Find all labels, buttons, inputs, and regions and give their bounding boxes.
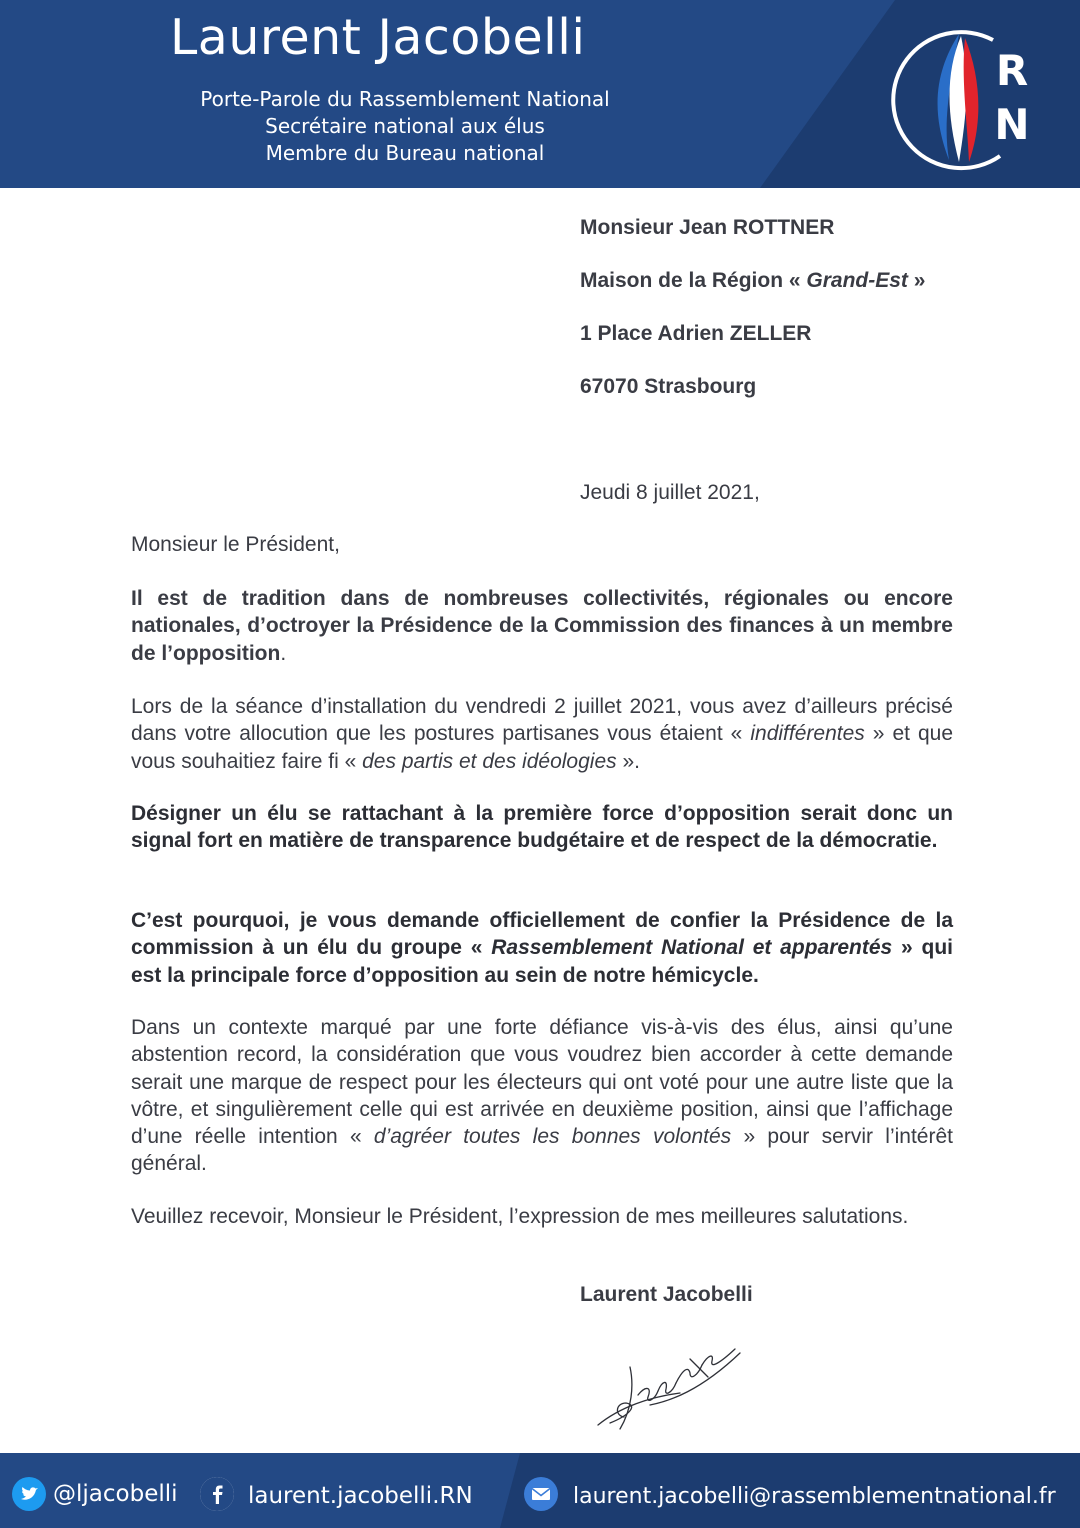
quote-mark: « <box>344 749 363 773</box>
italic-quote: Rassemblement National et apparentés <box>491 936 893 960</box>
recipient-address-line <box>580 269 1000 293</box>
paragraph-text: C’est pourquoi, je vous demande officiellement de confier la Présidence de la commission à un élu du groupe « <box>131 909 953 960</box>
author-name-heading: Laurent Jacobelli <box>170 9 586 66</box>
paragraph-text: Lors de la séance d’installation du vendredi 2 juillet 2021, vous avez d’ailleurs précisé dans votre allocution que les postures partisanes vous étaient <box>131 695 953 746</box>
logo-letter-r: R <box>995 46 1029 95</box>
salutation: Monsieur le Président, <box>131 533 340 556</box>
mail-icon[interactable] <box>524 1477 558 1511</box>
twitter-handle-link[interactable]: @ljacobelli <box>53 1481 178 1507</box>
body-paragraph <box>131 585 953 667</box>
italic-quote: indifférentes <box>750 722 865 746</box>
author-role-line: Membre du Bureau national <box>265 141 545 165</box>
paragraph-text: . <box>280 641 287 665</box>
quote-mark: « <box>730 722 751 746</box>
author-roles <box>160 86 650 167</box>
recipient-name: Monsieur Jean ROTTNER <box>580 216 835 239</box>
quote-mark: » <box>864 722 885 746</box>
address-italic: Grand-Est <box>806 269 908 292</box>
facebook-icon[interactable] <box>200 1477 234 1511</box>
italic-quote: d’agréer toutes les bonnes volontés <box>373 1125 732 1149</box>
letter-footer <box>0 1453 1080 1528</box>
email-link[interactable]: laurent.jacobelli@rassemblementnational.fr <box>573 1484 1056 1509</box>
quote-mark: ». <box>616 749 640 773</box>
body-paragraph <box>131 907 953 989</box>
closing-paragraph: Veuillez recevoir, Monsieur le Président, l’expression de mes meilleures salutations. <box>131 1205 909 1228</box>
facebook-page-link[interactable]: laurent.jacobelli.RN <box>248 1483 473 1509</box>
handwritten-signature <box>590 1345 745 1435</box>
signatory-name: Laurent Jacobelli <box>580 1283 753 1306</box>
paragraph-text: » qui est la principale force d’opposition au sein de notre hémicycle. <box>131 936 953 987</box>
logo-letter-n: N <box>994 100 1030 149</box>
paragraph-text: Dans un contexte marqué par une forte défiance vis-à-vis des élus, ainsi qu’une abstention record, la considération que vous voudrez bien accorder à cette demande serait une marque de respect pour les électeurs qui ont voté pour une autre liste que la vôtre, et singulièrement celle qui est arrivée en deuxième position, ainsi que l’affichage d’une réelle intention « <box>131 1016 953 1149</box>
letterhead-banner <box>0 0 1080 188</box>
body-paragraph: Désigner un élu se rattachant à la première force d’opposition serait donc un signal fort en matière de transparence budgétaire et de respect de la démocratie. <box>131 802 953 853</box>
bold-text: Il est de tradition dans de nombreuses collectivités, régionales ou encore nationales, d’octroyer la Présidence de la Commission des finances à un membre de l’opposition <box>131 587 953 665</box>
twitter-icon[interactable] <box>12 1477 46 1511</box>
body-paragraph <box>131 693 953 775</box>
recipient-city: 67070 Strasbourg <box>580 375 757 398</box>
body-paragraph <box>131 1014 953 1178</box>
rn-logo-letters <box>990 44 1034 152</box>
recipient-street: 1 Place Adrien ZELLER <box>580 322 812 345</box>
italic-quote: des partis et des idéologies <box>362 749 617 773</box>
paragraph-text: et que vous souhaitiez faire fi <box>131 722 954 773</box>
address-text: » <box>907 269 926 292</box>
letter-date: Jeudi 8 juillet 2021, <box>580 481 760 504</box>
author-role-line: Porte-Parole du Rassemblement National <box>200 87 610 111</box>
address-text: Maison de la Région « <box>580 269 807 292</box>
author-role-line: Secrétaire national aux élus <box>265 114 545 138</box>
paragraph-text: » pour servir l’intérêt général. <box>131 1125 953 1176</box>
